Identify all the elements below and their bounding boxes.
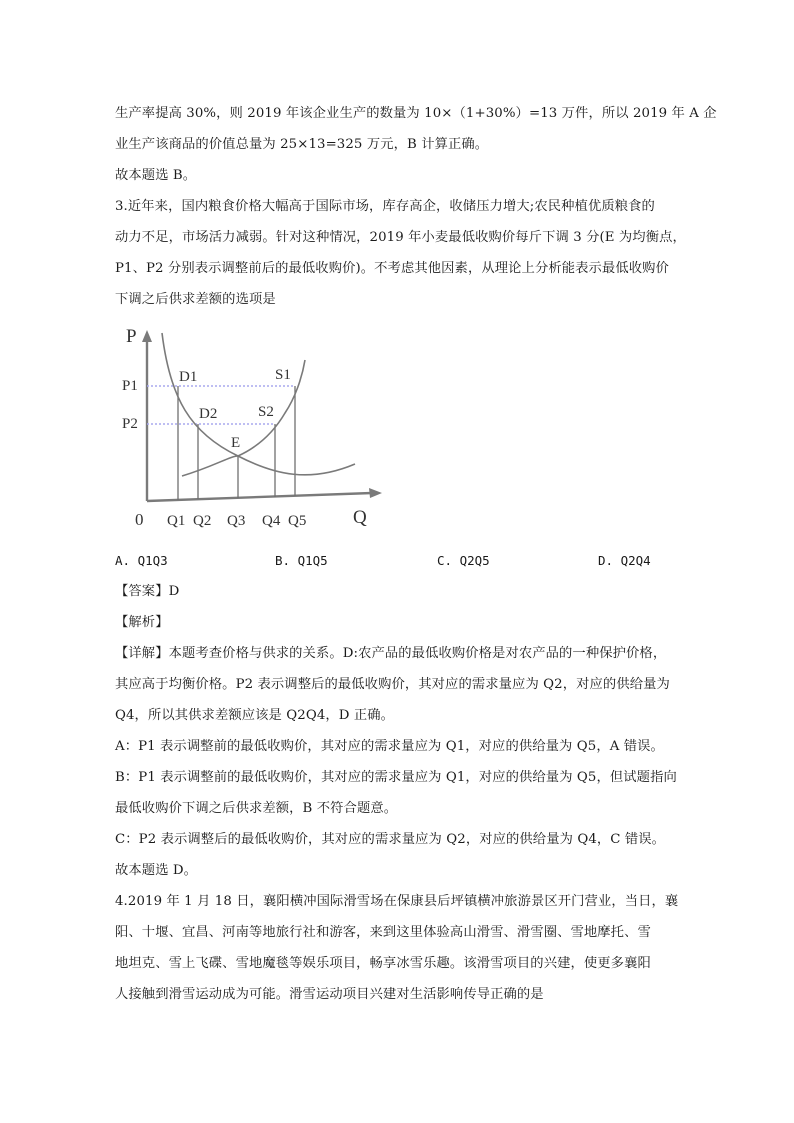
text-line: 故本题选 B。 (115, 168, 197, 183)
text-line: 阳、十堰、宜昌、河南等地旅行社和游客，来到这里体验高山滑雪、滑雪圈、雪地摩托、雪 (115, 925, 651, 940)
analysis-heading: 【解析】 (115, 615, 169, 630)
text-line: Q4，所以其供求差额应该是 Q2Q4，D 正确。 (115, 708, 395, 723)
text-line: B：P1 表示调整前的最低收购价，其对应的需求量应为 Q1，对应的供给量为 Q5，但试题指向 (115, 770, 677, 785)
e-label: E (231, 435, 241, 451)
p1-label: P1 (122, 378, 138, 394)
text-line: 地坦克、雪上飞碟、雪地魔毯等娱乐项目，畅享冰雪乐趣。该滑雪项目的兴建，使更多襄阳 (115, 956, 651, 971)
text-line: P1、P2 分别表示调整前后的最低收购价)。不考虑其他因素，从理论上分析能表示最低收购价 (115, 261, 669, 276)
x-axis (147, 493, 372, 501)
x-axis-label: Q (353, 507, 367, 528)
q2-label: Q2 (193, 513, 212, 529)
text-line: 下调之后供求差额的选项是 (115, 292, 276, 307)
q1-label: Q1 (167, 513, 186, 529)
y-axis-arrow (142, 330, 152, 342)
text-line: 生产率提高 30%，则 2019 年该企业生产的数量为 10×（1+30%）=13 万件，所以 2019 年 A 企 (115, 106, 717, 121)
text-line: 动力不足，市场活力减弱。针对这种情况，2019 年小麦最低收购价每斤下调 3 分(E 为均衡点， (115, 230, 686, 245)
text-line: A：P1 表示调整前的最低收购价，其对应的需求量应为 Q1，对应的供给量为 Q5，A 错误。 (115, 739, 664, 754)
option-c: C. Q2Q5 (437, 553, 490, 568)
question-4-text: 4.2019 年 1 月 18 日，襄阳横冲国际滑雪场在保康县后坪镇横冲旅游景区开门营业，当日，襄 (115, 894, 679, 909)
text-line: 人接触到滑雪运动成为可能。滑雪运动项目兴建对生活影响传导正确的是 (115, 987, 544, 1002)
text-line: C：P2 表示调整后的最低收购价，其对应的需求量应为 Q2，对应的供给量为 Q4，C 错误。 (115, 832, 666, 847)
s2-label: S2 (258, 404, 274, 420)
text-line: 故本题选 D。 (115, 863, 198, 878)
answer-line: 【答案】D (115, 584, 180, 599)
x-axis-arrow (369, 488, 382, 498)
supply-demand-graph (110, 318, 390, 540)
question-3-text: 3.近年来，国内粮食价格大幅高于国际市场，库存高企，收储压力增大;农民种植优质粮食的 (115, 199, 655, 214)
option-b: B. Q1Q5 (275, 553, 328, 568)
d2-label: D2 (199, 406, 218, 422)
text-line: 【详解】本题考查价格与供求的关系。D:农产品的最低收购价格是对农产品的一种保护价格， (115, 646, 667, 661)
origin-label: 0 (135, 510, 144, 529)
d1-label: D1 (179, 369, 198, 385)
text-line: 最低收购价下调之后供求差额，B 不符合题意。 (115, 801, 398, 816)
text-line: 其应高于均衡价格。P2 表示调整后的最低收购价，其对应的需求量应为 Q2，对应的供给量为 (115, 677, 670, 692)
text-line: 业生产该商品的价值总量为 25×13=325 万元，B 计算正确。 (115, 137, 489, 152)
q5-label: Q5 (288, 513, 307, 529)
q4-label: Q4 (262, 513, 281, 529)
q3-label: Q3 (227, 513, 246, 529)
p2-label: P2 (122, 416, 138, 432)
y-axis-label: P (126, 326, 137, 347)
option-d: D. Q2Q4 (598, 553, 651, 568)
option-a: A. Q1Q3 (115, 553, 168, 568)
s1-label: S1 (275, 367, 291, 383)
